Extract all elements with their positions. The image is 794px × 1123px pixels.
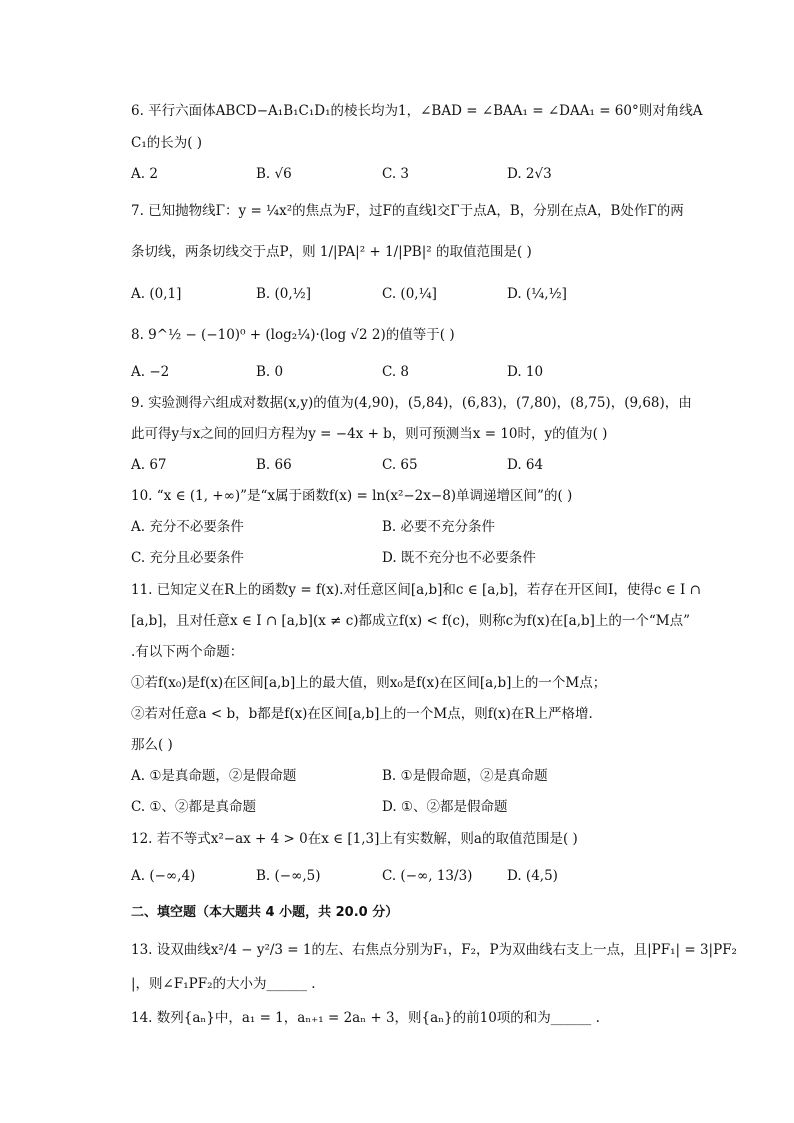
question-8-option-c: C. 8 — [382, 364, 410, 380]
question-8-text: 8. 9^½ − (−10)⁰ + (log₂¼)·(log √2 2)的值等于( ) — [131, 327, 455, 343]
question-11-option-d: D. ①、②都是假命题 — [382, 799, 508, 815]
question-12-option-b: B. (−∞,5) — [256, 868, 321, 884]
question-10-option-b: B. 必要不充分条件 — [382, 519, 496, 535]
question-11-text-cont-2: .有以下两个命题： — [131, 644, 244, 660]
question-12-option-a: A. (−∞,4) — [131, 868, 196, 884]
question-13-text: 13. 设双曲线x²/4 − y²/3 = 1的左、右焦点分别为F₁，F₂，P为双曲线右支上一点，且|PF₁| = 3|PF₂ — [131, 942, 737, 958]
question-10-option-a: A. 充分不必要条件 — [131, 519, 244, 535]
question-11-prompt: 那么( ) — [131, 737, 173, 753]
question-6-option-a: A. 2 — [131, 166, 158, 182]
question-6-option-d: D. 2√3 — [507, 166, 552, 182]
question-8-option-d: D. 10 — [507, 364, 544, 380]
question-6-text-cont: C₁的长为( ) — [131, 135, 203, 151]
question-6-option-b: B. √6 — [256, 166, 292, 182]
question-13-text-cont: |，则∠F₁PF₂的大小为______ . — [131, 976, 316, 992]
question-12-option-c: C. (−∞, 13/3) — [382, 868, 473, 884]
question-7-option-d: D. (¼,½] — [507, 286, 567, 302]
question-11-option-b: B. ①是假命题，②是真命题 — [382, 768, 548, 784]
question-7-option-a: A. (0,1] — [131, 286, 182, 302]
question-11-proposition-1: ①若f(x₀)是f(x)在区间[a,b]上的最大值，则x₀是f(x)在区间[a,b]上的一个M点； — [131, 675, 607, 691]
question-12-text: 12. 若不等式x²−ax + 4 > 0在x ∈ [1,3]上有实数解，则a的取值范围是( ) — [131, 831, 578, 847]
question-7-option-c: C. (0,¼] — [382, 286, 437, 302]
question-10-text: 10. “x ∈ (1, +∞)”是“x属于函数f(x) = ln(x²−2x−8)单调递增区间”的( ) — [131, 488, 573, 504]
question-9-option-b: B. 66 — [256, 457, 292, 473]
question-11-option-a: A. ①是真命题，②是假命题 — [131, 768, 297, 784]
question-8-option-b: B. 0 — [256, 364, 284, 380]
question-10-option-d: D. 既不充分也不必要条件 — [382, 550, 536, 566]
question-11-proposition-2: ②若对任意a < b，b都是f(x)在区间[a,b]上的一个M点，则f(x)在R上严格增. — [131, 706, 593, 722]
question-9-text: 9. 实验测得六组成对数据(x,y)的值为(4,90)，(5,84)，(6,83)，(7,80)，(8,75)，(9,68)，由 — [131, 395, 692, 411]
question-11-text-cont: [a,b]，且对任意x ∈ I ∩ [a,b](x ≠ c)都成立f(x) < f(c)，则称c为f(x)在[a,b]上的一个“M点” — [131, 613, 691, 629]
question-9-option-d: D. 64 — [507, 457, 544, 473]
question-9-text-cont: 此可得y与x之间的回归方程为y = −4x + b，则可预测当x = 10时，y的值为( ) — [131, 426, 608, 442]
question-8-option-a: A. −2 — [131, 364, 170, 380]
question-7-text-cont: 条切线，两条切线交于点P，则 1/|PA|² + 1/|PB|² 的取值范围是( ) — [131, 244, 532, 260]
question-12-option-d: D. (4,5) — [507, 868, 558, 884]
question-7-text: 7. 已知抛物线Γ：y = ¼x²的焦点为F，过F的直线l交Γ于点A，B，分别在点A，B处作Γ的两 — [131, 203, 684, 219]
question-6-option-c: C. 3 — [382, 166, 410, 182]
question-7-option-b: B. (0,½] — [256, 286, 312, 302]
section-heading-fill-in: 二、填空题（本大题共 4 小题，共 20.0 分） — [131, 905, 399, 920]
question-9-option-c: C. 65 — [382, 457, 418, 473]
question-14-text: 14. 数列{aₙ}中，a₁ = 1，aₙ₊₁ = 2aₙ + 3，则{aₙ}的前10项的和为______ . — [131, 1010, 600, 1026]
question-11-text: 11. 已知定义在R上的函数y = f(x).对任意区间[a,b]和c ∈ [a,b]，若存在开区间I，使得c ∈ I ∩ — [131, 582, 701, 598]
question-9-option-a: A. 67 — [131, 457, 167, 473]
question-6-text: 6. 平行六面体ABCD−A₁B₁C₁D₁的棱长均为1，∠BAD = ∠BAA₁ = ∠DAA₁ = 60°则对角线A — [131, 103, 703, 119]
question-10-option-c: C. 充分且必要条件 — [131, 550, 244, 566]
question-11-option-c: C. ①、②都是真命题 — [131, 799, 257, 815]
